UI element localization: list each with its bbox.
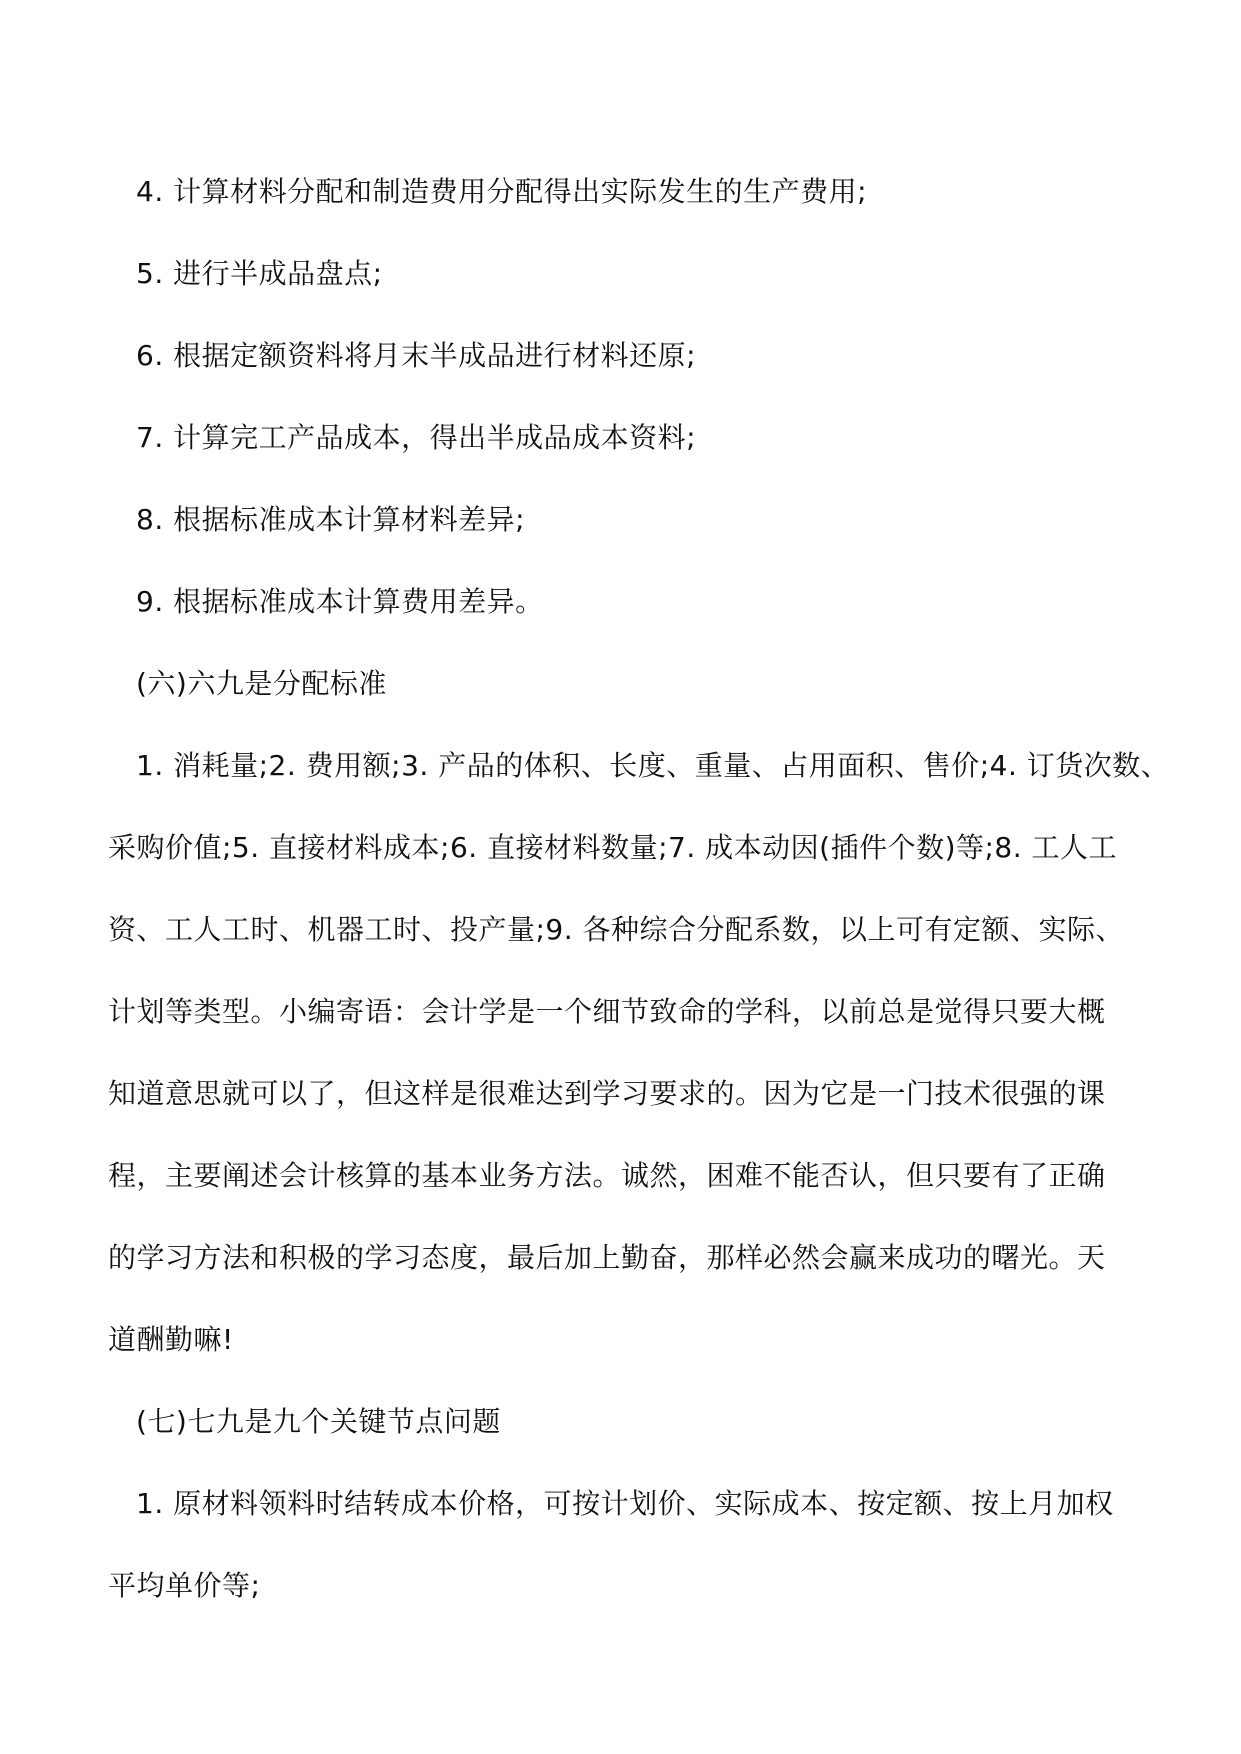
list-item-7: 7. 计算完工产品成本，得出半成品成本资料; [136, 421, 697, 454]
section-heading-7: (七)七九是九个关键节点问题 [136, 1405, 501, 1438]
list-item-8: 8. 根据标准成本计算材料差异; [136, 503, 526, 536]
paragraph-line: 道酬勤嘛! [108, 1323, 234, 1356]
paragraph-line: 采购价值;5. 直接材料成本;6. 直接材料数量;7. 成本动因(插件个数)等;8. 工人工 [108, 831, 1118, 864]
paragraph-line: 计划等类型。小编寄语：会计学是一个细节致命的学科，以前总是觉得只要大概 [108, 995, 1106, 1028]
paragraph-line: 的学习方法和积极的学习态度，最后加上勤奋，那样必然会赢来成功的曙光。天 [108, 1241, 1106, 1274]
list-item-5: 5. 进行半成品盘点; [136, 257, 383, 290]
list-item-4: 4. 计算材料分配和制造费用分配得出实际发生的生产费用; [136, 175, 868, 208]
section-heading-6: (六)六九是分配标准 [136, 667, 387, 700]
paragraph-line: 程，主要阐述会计核算的基本业务方法。诚然，困难不能否认，但只要有了正确 [108, 1159, 1106, 1192]
list-item-6: 6. 根据定额资料将月末半成品进行材料还原; [136, 339, 697, 372]
paragraph-line: 资、工人工时、机器工时、投产量;9. 各种综合分配系数，以上可有定额、实际、 [108, 913, 1125, 946]
paragraph-line: 1. 消耗量;2. 费用额;3. 产品的体积、长度、重量、占用面积、售价;4. 订货次数、 [136, 749, 1170, 782]
paragraph-line: 平均单价等; [108, 1569, 261, 1602]
paragraph-line: 1. 原材料领料时结转成本价格，可按计划价、实际成本、按定额、按上月加权 [136, 1487, 1114, 1520]
list-item-9: 9. 根据标准成本计算费用差异。 [136, 585, 544, 618]
paragraph-line: 知道意思就可以了，但这样是很难达到学习要求的。因为它是一门技术很强的课 [108, 1077, 1106, 1110]
